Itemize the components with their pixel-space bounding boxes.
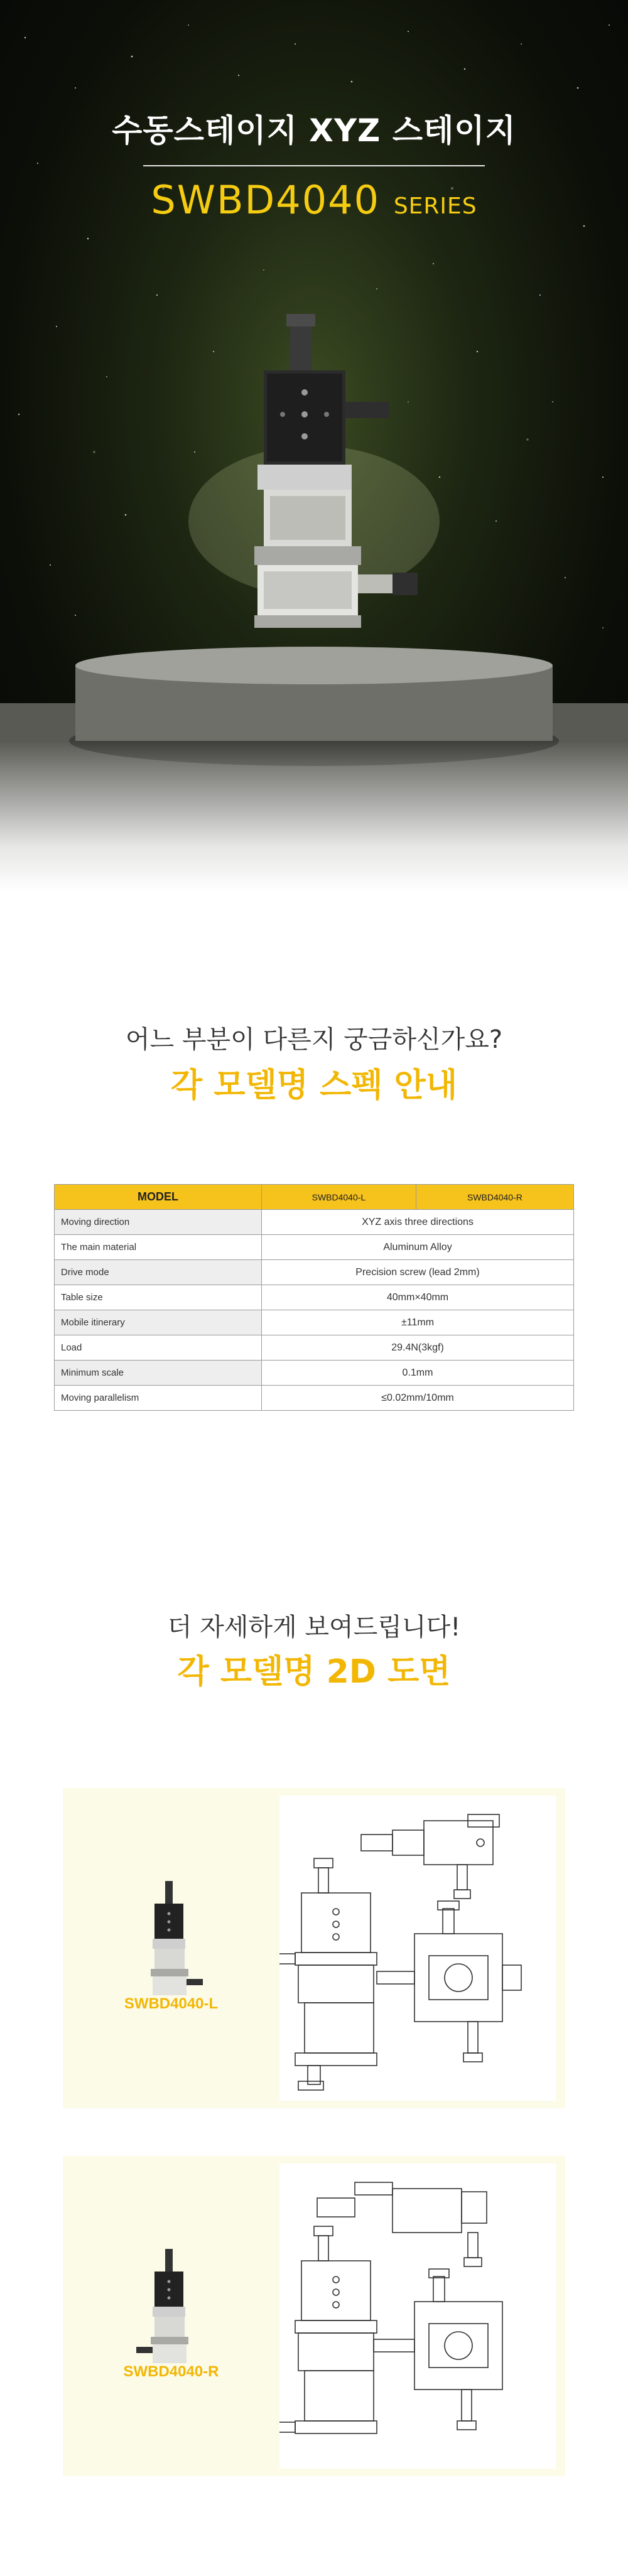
spec-value: 40mm×40mm bbox=[262, 1285, 574, 1310]
hero-series-label: SERIES bbox=[393, 193, 477, 219]
spec-label: Mobile itinerary bbox=[55, 1310, 262, 1335]
spec-label: Table size bbox=[55, 1285, 262, 1310]
spec-row bbox=[55, 1335, 574, 1361]
spec-value: Aluminum Alloy bbox=[262, 1235, 574, 1260]
spec-section-subtitle: 어느 부분이 다른지 궁금하신가요? bbox=[125, 1025, 503, 1054]
spec-value: XYZ axis three directions bbox=[262, 1210, 574, 1235]
spec-row bbox=[55, 1235, 574, 1260]
spec-row bbox=[55, 1260, 574, 1285]
spec-header-model: MODEL bbox=[55, 1185, 262, 1210]
panel-label-r: SWBD4040-R bbox=[123, 2363, 219, 2380]
spec-table-header bbox=[55, 1185, 574, 1210]
drawing-section-subtitle: 더 자세하게 보여드립니다! bbox=[167, 1613, 461, 1642]
spec-value: ±11mm bbox=[262, 1310, 574, 1335]
product-photo-r bbox=[63, 2156, 279, 2476]
spec-value: 0.1mm bbox=[262, 1361, 574, 1386]
spec-label: Moving direction bbox=[55, 1210, 262, 1235]
hero-fade-overlay bbox=[0, 741, 628, 892]
drawing-section-title: 각 모델명 2D 도면 bbox=[177, 1653, 451, 1691]
spec-row bbox=[55, 1285, 574, 1310]
hero-banner bbox=[0, 0, 628, 892]
panel-label-l: SWBD4040-L bbox=[124, 1995, 219, 2012]
spec-section-title: 각 모델명 스펙 안내 bbox=[170, 1067, 458, 1104]
hero-model-code: SWBD4040 bbox=[151, 177, 381, 223]
spec-row bbox=[55, 1210, 574, 1235]
spec-table bbox=[54, 1184, 574, 1411]
technical-drawing-r bbox=[279, 2164, 556, 2469]
spec-label: Moving parallelism bbox=[55, 1386, 262, 1411]
drawing-panel-l bbox=[63, 1788, 565, 2108]
drawing-panel-r bbox=[63, 2156, 565, 2476]
spec-value: ≤0.02mm/10mm bbox=[262, 1386, 574, 1411]
spec-label: Minimum scale bbox=[55, 1361, 262, 1386]
hero-title: 수동스테이지 XYZ 스테이지 bbox=[112, 112, 516, 149]
spec-row bbox=[55, 1310, 574, 1335]
product-photo-l bbox=[63, 1788, 279, 2108]
spec-header-model-l: SWBD4040-L bbox=[262, 1185, 416, 1210]
spec-value: 29.4N(3kgf) bbox=[262, 1335, 574, 1361]
spec-row bbox=[55, 1361, 574, 1386]
spec-label: The main material bbox=[55, 1235, 262, 1260]
spec-row bbox=[55, 1386, 574, 1411]
spec-value: Precision screw (lead 2mm) bbox=[262, 1260, 574, 1285]
spec-label: Load bbox=[55, 1335, 262, 1361]
spec-label: Drive mode bbox=[55, 1260, 262, 1285]
technical-drawing-l bbox=[279, 1796, 556, 2101]
spec-header-model-r: SWBD4040-R bbox=[416, 1185, 573, 1210]
